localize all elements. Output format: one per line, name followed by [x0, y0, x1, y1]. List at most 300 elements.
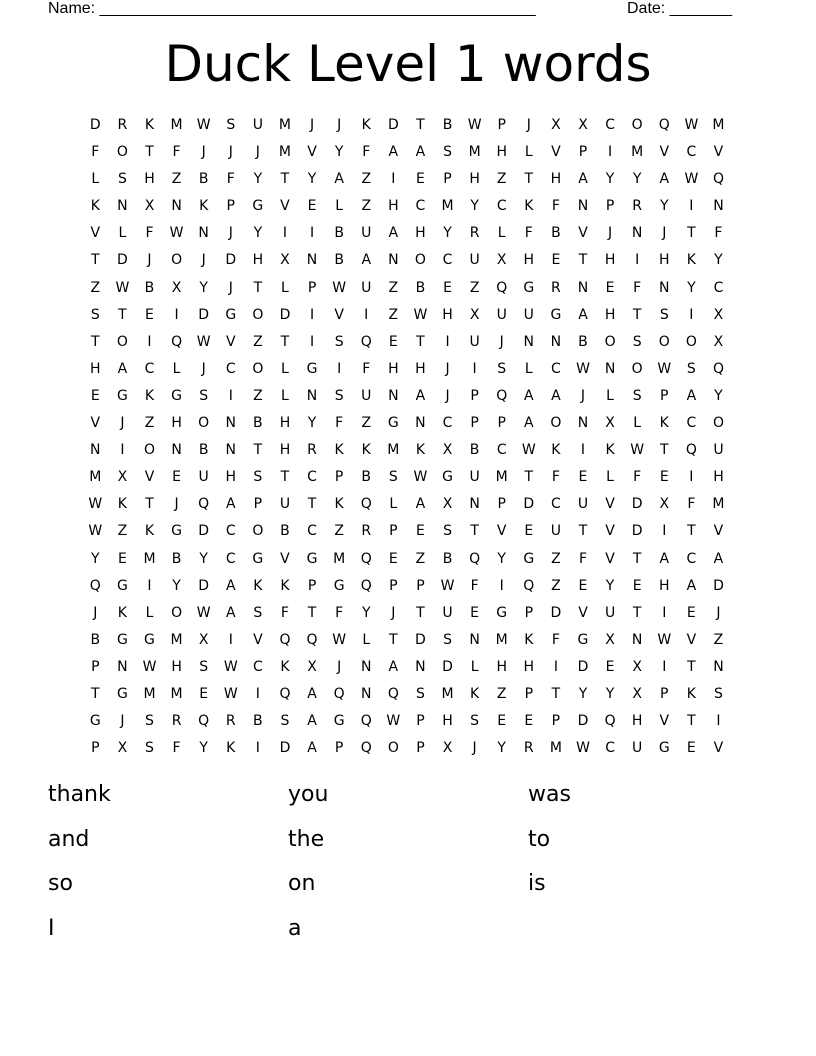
grid-letter[interactable]: B [469, 442, 480, 459]
grid-letter[interactable]: K [144, 117, 155, 133]
grid-letter[interactable]: S [145, 713, 155, 730]
grid-letter[interactable]: T [632, 604, 642, 621]
grid-letter[interactable]: L [281, 360, 290, 377]
grid-letter[interactable]: D [198, 306, 210, 323]
grid-letter[interactable]: N [171, 198, 183, 215]
grid-letter[interactable]: W [332, 279, 347, 296]
grid-letter[interactable]: L [633, 415, 642, 432]
grid-letter[interactable]: R [307, 442, 318, 459]
grid-letter[interactable]: S [334, 333, 345, 350]
grid-letter[interactable]: N [577, 279, 589, 296]
grid-letter[interactable]: X [713, 306, 724, 323]
grid-letter[interactable]: I [580, 442, 586, 459]
grid-letter[interactable]: N [306, 387, 318, 404]
grid-letter[interactable]: H [388, 360, 400, 377]
grid-letter[interactable]: N [631, 225, 643, 242]
grid-letter[interactable]: N [225, 415, 237, 432]
grid-letter[interactable]: C [686, 144, 697, 161]
grid-letter[interactable]: I [391, 171, 396, 188]
grid-letter[interactable]: J [662, 225, 667, 242]
grid-letter[interactable]: J [93, 604, 98, 621]
grid-letter[interactable]: E [551, 252, 561, 269]
grid-letter[interactable]: P [660, 387, 669, 404]
grid-letter[interactable]: F [280, 604, 290, 621]
grid-letter[interactable]: C [225, 523, 237, 540]
grid-letter[interactable]: W [440, 577, 455, 594]
grid-letter[interactable]: Z [334, 523, 345, 540]
grid-letter[interactable]: N [360, 658, 372, 675]
grid-letter[interactable]: V [605, 523, 616, 540]
grid-letter[interactable]: M [712, 117, 725, 133]
grid-letter[interactable]: L [335, 198, 344, 215]
grid-letter[interactable]: O [171, 604, 183, 621]
grid-letter[interactable]: M [495, 469, 509, 486]
grid-letter[interactable]: J [337, 658, 342, 675]
grid-letter[interactable]: P [605, 198, 615, 215]
grid-letter[interactable]: Q [360, 333, 373, 350]
grid-letter[interactable]: W [467, 117, 483, 133]
grid-letter[interactable]: C [686, 550, 697, 567]
grid-letter[interactable]: G [496, 604, 508, 621]
grid-letter[interactable]: Y [91, 550, 101, 567]
grid-letter[interactable]: O [143, 442, 156, 459]
grid-letter[interactable]: V [551, 144, 562, 161]
grid-letter[interactable]: R [523, 740, 535, 757]
grid-letter[interactable]: P [551, 713, 561, 730]
grid-letter[interactable]: Y [497, 550, 507, 567]
grid-letter[interactable]: I [309, 306, 315, 323]
grid-letter[interactable]: J [309, 117, 315, 133]
grid-letter[interactable]: W [88, 523, 103, 540]
grid-letter[interactable]: O [414, 252, 427, 269]
grid-letter[interactable]: B [334, 252, 345, 269]
grid-letter[interactable]: G [252, 550, 264, 567]
grid-letter[interactable]: X [605, 631, 616, 648]
grid-letter[interactable]: P [416, 577, 426, 594]
grid-letter[interactable]: S [253, 469, 263, 486]
grid-letter[interactable]: K [117, 496, 128, 513]
grid-letter[interactable]: M [631, 144, 644, 161]
grid-letter[interactable]: Q [171, 333, 183, 350]
grid-letter[interactable]: C [144, 360, 155, 377]
grid-letter[interactable]: E [632, 577, 643, 594]
grid-letter[interactable]: R [469, 225, 480, 242]
grid-letter[interactable]: K [686, 685, 697, 702]
name-field-label[interactable]: Name: _________________________________________________ [48, 0, 536, 17]
grid-letter[interactable]: Z [361, 415, 372, 432]
grid-letter[interactable]: I [364, 306, 369, 323]
grid-letter[interactable]: A [307, 685, 318, 702]
grid-letter[interactable]: E [578, 577, 588, 594]
grid-letter[interactable]: N [604, 360, 616, 377]
grid-letter[interactable]: J [255, 144, 261, 161]
grid-letter[interactable]: Y [687, 279, 697, 296]
grid-letter[interactable]: G [116, 631, 129, 648]
grid-letter[interactable]: P [524, 604, 534, 621]
grid-letter[interactable]: H [523, 252, 535, 269]
grid-letter[interactable]: D [225, 252, 237, 269]
grid-letter[interactable]: G [658, 740, 671, 757]
grid-letter[interactable]: M [712, 496, 725, 513]
grid-letter[interactable]: A [307, 713, 318, 730]
grid-letter[interactable]: P [578, 144, 588, 161]
grid-letter[interactable]: I [228, 387, 234, 404]
grid-letter[interactable]: A [713, 550, 724, 567]
grid-letter[interactable]: M [143, 685, 157, 702]
grid-letter[interactable]: G [116, 685, 129, 702]
grid-letter[interactable]: W [413, 306, 428, 323]
grid-letter[interactable]: A [388, 225, 399, 242]
grid-letter[interactable]: F [226, 171, 236, 188]
grid-letter[interactable]: H [415, 225, 427, 242]
grid-letter[interactable]: S [714, 685, 724, 702]
grid-letter[interactable]: U [550, 523, 562, 540]
grid-letter[interactable]: P [660, 685, 669, 702]
grid-letter[interactable]: E [117, 550, 128, 567]
grid-letter[interactable]: X [605, 415, 616, 432]
grid-letter[interactable]: W [196, 604, 212, 621]
grid-letter[interactable]: D [577, 713, 589, 730]
grid-letter[interactable]: B [198, 171, 209, 188]
grid-letter[interactable]: A [659, 171, 670, 188]
grid-letter[interactable]: T [551, 685, 561, 702]
grid-letter[interactable]: Y [659, 198, 670, 215]
grid-letter[interactable]: A [551, 387, 562, 404]
grid-letter[interactable]: D [117, 252, 129, 269]
grid-letter[interactable]: P [497, 117, 507, 133]
grid-letter[interactable]: Q [469, 550, 481, 567]
grid-letter[interactable]: Y [605, 685, 615, 702]
grid-letter[interactable]: I [255, 740, 261, 757]
grid-letter[interactable]: Y [199, 550, 209, 567]
grid-letter[interactable]: Y [361, 604, 372, 621]
grid-letter[interactable]: H [442, 713, 454, 730]
grid-letter[interactable]: H [90, 360, 102, 377]
grid-letter[interactable]: Y [605, 577, 615, 594]
grid-letter[interactable]: V [605, 550, 616, 567]
grid-letter[interactable]: N [713, 658, 725, 675]
grid-letter[interactable]: K [253, 577, 263, 594]
grid-letter[interactable]: V [659, 713, 670, 730]
grid-letter[interactable]: B [442, 117, 453, 133]
grid-letter[interactable]: N [388, 387, 400, 404]
grid-letter[interactable]: O [631, 360, 644, 377]
grid-letter[interactable]: O [658, 333, 671, 350]
grid-letter[interactable]: H [659, 252, 671, 269]
grid-letter[interactable]: H [631, 713, 643, 730]
grid-letter[interactable]: X [171, 279, 182, 296]
grid-letter[interactable]: Z [90, 279, 101, 296]
grid-letter[interactable]: Q [387, 685, 400, 702]
grid-letter[interactable]: Q [360, 496, 373, 513]
grid-letter[interactable]: H [550, 171, 562, 188]
grid-letter[interactable]: S [443, 523, 453, 540]
grid-letter[interactable]: O [252, 360, 264, 377]
grid-letter[interactable]: V [90, 415, 101, 432]
grid-letter[interactable]: A [225, 496, 237, 513]
grid-letter[interactable]: V [713, 740, 724, 757]
grid-letter[interactable]: P [307, 577, 317, 594]
grid-letter[interactable]: F [172, 144, 182, 161]
grid-letter[interactable]: L [606, 469, 615, 486]
grid-letter[interactable]: B [578, 333, 589, 350]
grid-letter[interactable]: J [472, 740, 478, 757]
grid-letter[interactable]: X [144, 198, 155, 215]
grid-letter[interactable]: Z [361, 171, 372, 188]
grid-letter[interactable]: E [145, 306, 155, 323]
grid-letter[interactable]: T [687, 658, 697, 675]
grid-letter[interactable]: V [605, 496, 616, 513]
grid-letter[interactable]: F [335, 604, 344, 621]
grid-letter[interactable]: B [442, 550, 453, 567]
grid-letter[interactable]: Z [361, 198, 372, 215]
grid-letter[interactable]: H [279, 442, 291, 459]
grid-letter[interactable]: O [387, 740, 400, 757]
grid-letter[interactable]: G [116, 387, 129, 404]
grid-letter[interactable]: D [279, 306, 291, 323]
grid-letter[interactable]: H [252, 252, 264, 269]
grid-letter[interactable]: X [578, 117, 589, 133]
grid-letter[interactable]: F [551, 631, 561, 648]
grid-letter[interactable]: N [577, 198, 589, 215]
grid-letter[interactable]: Q [712, 360, 725, 377]
grid-letter[interactable]: E [415, 523, 426, 540]
grid-letter[interactable]: Q [360, 740, 373, 757]
grid-letter[interactable]: E [470, 604, 480, 621]
grid-letter[interactable]: P [334, 740, 344, 757]
grid-letter[interactable]: U [469, 252, 481, 269]
grid-letter[interactable]: U [632, 740, 643, 757]
grid-letter[interactable]: H [713, 469, 725, 486]
grid-letter[interactable]: S [280, 713, 290, 730]
grid-letter[interactable]: V [686, 631, 697, 648]
grid-letter[interactable]: E [415, 171, 426, 188]
grid-letter[interactable]: N [306, 252, 318, 269]
grid-letter[interactable]: F [551, 469, 561, 486]
grid-letter[interactable]: V [307, 144, 318, 161]
grid-letter[interactable]: H [523, 658, 535, 675]
grid-letter[interactable]: Y [714, 252, 724, 269]
grid-letter[interactable]: E [659, 469, 670, 486]
grid-letter[interactable]: U [496, 306, 508, 323]
grid-letter[interactable]: I [228, 631, 234, 648]
grid-letter[interactable]: K [117, 604, 128, 621]
grid-letter[interactable]: R [551, 279, 562, 296]
grid-letter[interactable]: C [605, 740, 616, 757]
grid-letter[interactable]: S [686, 360, 697, 377]
grid-letter[interactable]: A [225, 604, 237, 621]
grid-letter[interactable]: M [387, 442, 400, 459]
grid-letter[interactable]: N [577, 415, 589, 432]
grid-letter[interactable]: F [145, 225, 155, 242]
grid-letter[interactable]: A [361, 252, 372, 269]
grid-letter[interactable]: A [686, 387, 697, 404]
grid-letter[interactable]: V [659, 144, 670, 161]
grid-letter[interactable]: O [171, 252, 183, 269]
grid-letter[interactable]: P [470, 415, 480, 432]
grid-letter[interactable]: T [145, 496, 155, 513]
grid-letter[interactable]: V [713, 523, 724, 540]
grid-letter[interactable]: Q [658, 117, 671, 133]
grid-letter[interactable]: I [608, 144, 613, 161]
grid-letter[interactable]: U [523, 306, 535, 323]
grid-letter[interactable]: I [662, 604, 667, 621]
grid-letter[interactable]: T [389, 631, 399, 648]
grid-letter[interactable]: N [90, 442, 102, 459]
grid-letter[interactable]: D [550, 604, 562, 621]
grid-letter[interactable]: S [334, 387, 345, 404]
grid-letter[interactable]: N [117, 658, 129, 675]
grid-letter[interactable]: P [226, 198, 236, 215]
grid-letter[interactable]: F [172, 740, 182, 757]
grid-letter[interactable]: Z [388, 279, 399, 296]
grid-letter[interactable]: G [171, 523, 183, 540]
grid-letter[interactable]: J [445, 387, 451, 404]
grid-letter[interactable]: T [524, 171, 534, 188]
grid-letter[interactable]: D [631, 523, 644, 540]
grid-letter[interactable]: L [524, 144, 534, 161]
grid-letter[interactable]: L [389, 496, 398, 513]
grid-letter[interactable]: A [524, 415, 535, 432]
grid-letter[interactable]: E [307, 198, 317, 215]
grid-letter[interactable]: M [549, 740, 563, 757]
grid-letter[interactable]: T [91, 252, 101, 269]
grid-letter[interactable]: H [604, 306, 616, 323]
grid-letter[interactable]: P [416, 740, 426, 757]
grid-letter[interactable]: W [88, 496, 103, 513]
grid-letter[interactable]: U [252, 117, 264, 133]
grid-letter[interactable]: M [441, 685, 455, 702]
grid-letter[interactable]: Y [714, 387, 724, 404]
grid-letter[interactable]: G [333, 713, 346, 730]
grid-letter[interactable]: B [253, 415, 264, 432]
grid-letter[interactable]: R [632, 198, 643, 215]
grid-letter[interactable]: C [713, 279, 724, 296]
grid-letter[interactable]: I [635, 252, 640, 269]
grid-letter[interactable]: J [120, 713, 125, 730]
grid-letter[interactable]: T [687, 225, 697, 242]
grid-letter[interactable]: L [362, 631, 371, 648]
grid-letter[interactable]: X [442, 496, 453, 513]
grid-letter[interactable]: C [496, 442, 508, 459]
grid-letter[interactable]: P [470, 387, 480, 404]
grid-letter[interactable]: B [415, 279, 426, 296]
grid-letter[interactable]: U [279, 496, 291, 513]
grid-letter[interactable]: W [223, 658, 239, 675]
grid-letter[interactable]: H [388, 198, 400, 215]
grid-letter[interactable]: H [225, 469, 237, 486]
grid-letter[interactable]: K [334, 496, 345, 513]
grid-letter[interactable]: N [117, 198, 129, 215]
grid-letter[interactable]: Y [253, 225, 263, 242]
grid-letter[interactable]: S [632, 333, 643, 350]
grid-letter[interactable]: X [117, 740, 128, 757]
grid-letter[interactable]: C [442, 415, 453, 432]
grid-letter[interactable]: V [90, 225, 101, 242]
grid-letter[interactable]: E [524, 523, 534, 540]
grid-letter[interactable]: Q [360, 713, 373, 730]
grid-letter[interactable]: T [416, 604, 426, 621]
grid-letter[interactable]: T [91, 333, 101, 350]
grid-letter[interactable]: X [469, 306, 480, 323]
grid-letter[interactable]: Q [198, 496, 210, 513]
grid-letter[interactable]: F [362, 144, 371, 161]
grid-letter[interactable]: E [605, 279, 615, 296]
grid-letter[interactable]: W [521, 442, 537, 459]
grid-letter[interactable]: J [716, 604, 722, 621]
grid-letter[interactable]: F [687, 496, 696, 513]
grid-letter[interactable]: L [281, 387, 290, 404]
grid-letter[interactable]: T [416, 117, 426, 133]
grid-letter[interactable]: I [689, 198, 694, 215]
grid-letter[interactable]: Y [578, 685, 588, 702]
grid-letter[interactable]: D [713, 577, 725, 594]
grid-letter[interactable]: Q [685, 442, 698, 459]
grid-letter[interactable]: T [470, 523, 480, 540]
grid-letter[interactable]: K [144, 387, 155, 404]
grid-letter[interactable]: N [469, 631, 481, 648]
grid-letter[interactable]: Z [496, 171, 507, 188]
grid-letter[interactable]: C [307, 523, 318, 540]
grid-letter[interactable]: L [497, 225, 507, 242]
grid-letter[interactable]: I [309, 225, 315, 242]
grid-letter[interactable]: Y [334, 144, 344, 161]
grid-letter[interactable]: B [334, 225, 345, 242]
grid-letter[interactable]: Y [199, 740, 209, 757]
grid-letter[interactable]: P [524, 685, 534, 702]
grid-letter[interactable]: C [551, 496, 562, 513]
grid-letter[interactable]: W [576, 360, 591, 377]
grid-letter[interactable]: F [578, 550, 588, 567]
grid-letter[interactable]: N [388, 252, 400, 269]
grid-letter[interactable]: E [388, 550, 399, 567]
grid-letter[interactable]: P [91, 658, 101, 675]
grid-letter[interactable]: I [662, 523, 667, 540]
grid-letter[interactable]: G [252, 198, 264, 215]
grid-letter[interactable]: C [307, 469, 318, 486]
grid-letter[interactable]: R [171, 713, 182, 730]
grid-letter[interactable]: A [388, 658, 399, 675]
grid-letter[interactable]: G [116, 577, 129, 594]
grid-letter[interactable]: H [604, 252, 616, 269]
grid-letter[interactable]: S [226, 117, 236, 133]
grid-letter[interactable]: B [198, 442, 209, 459]
grid-letter[interactable]: B [361, 469, 372, 486]
grid-letter[interactable]: T [145, 144, 155, 161]
grid-letter[interactable]: D [387, 117, 400, 133]
grid-letter[interactable]: Z [713, 631, 724, 648]
grid-letter[interactable]: K [524, 631, 534, 648]
grid-letter[interactable]: P [334, 469, 344, 486]
grid-letter[interactable]: R [361, 523, 372, 540]
grid-letter[interactable]: P [253, 496, 263, 513]
grid-letter[interactable]: O [550, 415, 562, 432]
grid-letter[interactable]: W [142, 658, 157, 675]
grid-letter[interactable]: N [469, 496, 481, 513]
grid-letter[interactable]: M [170, 631, 184, 648]
grid-letter[interactable]: T [253, 442, 263, 459]
grid-letter[interactable]: O [712, 415, 725, 432]
grid-letter[interactable]: S [470, 713, 480, 730]
grid-letter[interactable]: Q [360, 550, 373, 567]
grid-letter[interactable]: Y [172, 577, 182, 594]
grid-letter[interactable]: V [253, 631, 264, 648]
grid-letter[interactable]: Z [171, 171, 182, 188]
grid-letter[interactable]: G [523, 550, 535, 567]
grid-letter[interactable]: K [226, 740, 236, 757]
grid-letter[interactable]: J [147, 252, 153, 269]
grid-letter[interactable]: I [445, 333, 451, 350]
